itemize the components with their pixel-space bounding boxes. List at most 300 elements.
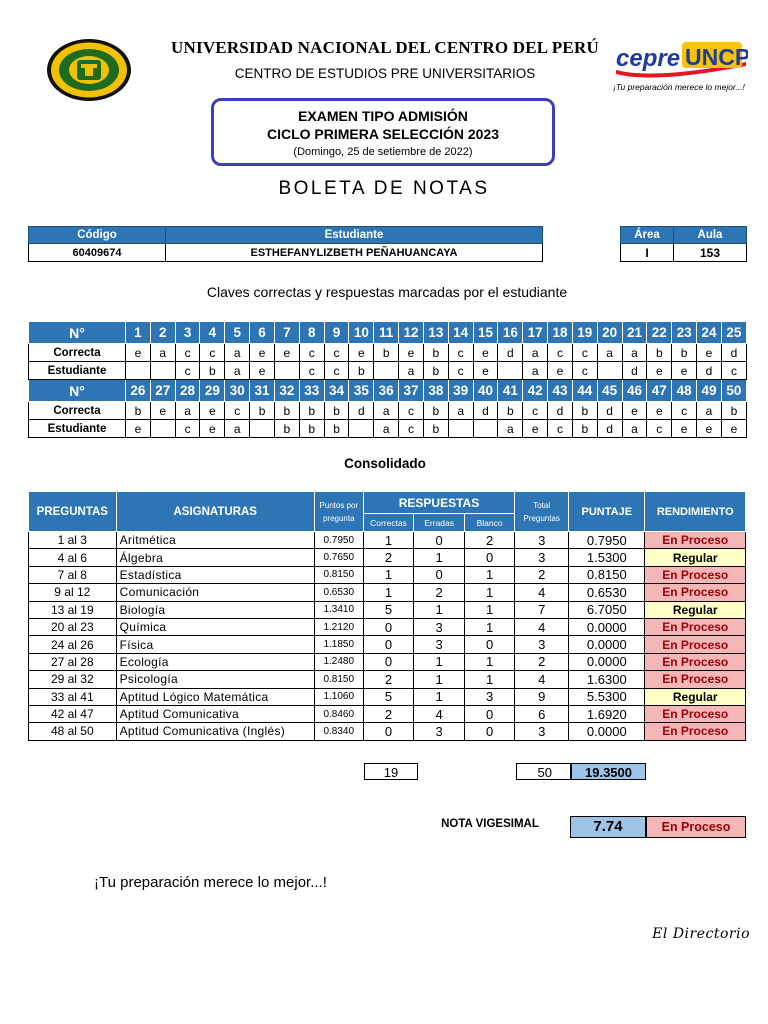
question-number: 23 xyxy=(672,322,697,344)
question-number: 32 xyxy=(274,380,299,402)
row-preguntas: 7 al 8 xyxy=(29,566,117,583)
row-puntos: 0.7950 xyxy=(314,532,363,549)
row-erradas: 1 xyxy=(414,653,465,670)
area-header: Área xyxy=(621,227,674,244)
answer-cell: b xyxy=(274,402,299,420)
answer-cell: b xyxy=(423,344,448,362)
question-number: 33 xyxy=(299,380,324,402)
row-correctas: 5 xyxy=(363,601,414,618)
svg-text:UNCP: UNCP xyxy=(685,44,748,70)
consolidated-row xyxy=(29,584,746,601)
row-puntos: 0.8460 xyxy=(314,705,363,722)
row-asignatura: Estadística xyxy=(116,566,314,583)
name-header: Estudiante xyxy=(166,227,543,244)
block2-correct-row-label: Correcta xyxy=(29,402,126,420)
block2-number-row xyxy=(29,380,747,402)
question-number: 6 xyxy=(250,322,275,344)
answer-cell: d xyxy=(721,344,746,362)
question-number: 1 xyxy=(126,322,151,344)
answer-cell: b xyxy=(498,402,523,420)
answer-cell: d xyxy=(498,344,523,362)
answer-cell: a xyxy=(150,344,175,362)
answer-cell xyxy=(349,420,374,438)
question-number: 3 xyxy=(175,322,200,344)
row-erradas: 3 xyxy=(414,723,465,740)
answer-cell: e xyxy=(250,344,275,362)
answer-cell: c xyxy=(299,362,324,380)
answer-cell: e xyxy=(200,420,225,438)
row-correctas: 0 xyxy=(363,636,414,653)
answer-cell: b xyxy=(324,402,349,420)
row-blanco: 1 xyxy=(464,671,514,688)
row-puntaje: 0.0000 xyxy=(569,636,645,653)
consolidated-row xyxy=(29,549,746,566)
row-asignatura: Física xyxy=(116,636,314,653)
answer-cell: e xyxy=(647,402,672,420)
consolidated-table xyxy=(28,491,746,741)
svg-text:cepre: cepre xyxy=(616,45,681,72)
row-asignatura: Biología xyxy=(116,601,314,618)
row-erradas: 4 xyxy=(414,705,465,722)
answer-cell: c xyxy=(200,344,225,362)
question-number: 7 xyxy=(274,322,299,344)
block1-correct-row xyxy=(29,344,747,362)
consolidated-row xyxy=(29,636,746,653)
student-table xyxy=(28,226,543,262)
question-number: 13 xyxy=(423,322,448,344)
consolidated-row xyxy=(29,653,746,670)
answer-cell: b xyxy=(250,402,275,420)
exam-date: (Domingo, 25 de setiembre de 2022) xyxy=(293,146,473,158)
answer-cell: e xyxy=(523,420,548,438)
aula-header: Aula xyxy=(674,227,747,244)
question-number: 18 xyxy=(548,322,573,344)
answers-title: Claves correctas y respuestas marcadas por el estudiante xyxy=(206,284,568,300)
question-number: 50 xyxy=(721,380,746,402)
question-number: 11 xyxy=(374,322,399,344)
row-erradas: 0 xyxy=(414,532,465,549)
answer-cell xyxy=(150,362,175,380)
col-erradas: Erradas xyxy=(414,514,465,532)
answer-cell xyxy=(250,420,275,438)
row-total: 2 xyxy=(515,653,569,670)
sum-total: 50 xyxy=(516,763,571,780)
question-number: 40 xyxy=(473,380,498,402)
question-number: 43 xyxy=(548,380,573,402)
row-puntos: 0.8340 xyxy=(314,723,363,740)
row-puntaje: 0.7950 xyxy=(569,532,645,549)
question-number: 48 xyxy=(672,380,697,402)
answer-cell: c xyxy=(225,402,250,420)
col-total: Total Preguntas xyxy=(515,492,569,532)
answer-cell: b xyxy=(572,402,597,420)
answer-cell: c xyxy=(299,344,324,362)
row-blanco: 0 xyxy=(464,705,514,722)
answer-cell: e xyxy=(150,402,175,420)
row-puntos: 0.8150 xyxy=(314,671,363,688)
answer-cell: a xyxy=(523,362,548,380)
row-puntos: 0.7650 xyxy=(314,549,363,566)
row-total: 3 xyxy=(515,636,569,653)
answer-cell: a xyxy=(225,420,250,438)
row-preguntas: 13 al 19 xyxy=(29,601,117,618)
answer-cell: c xyxy=(572,362,597,380)
question-number: 12 xyxy=(399,322,424,344)
row-puntaje: 0.8150 xyxy=(569,566,645,583)
answer-cell: b xyxy=(423,420,448,438)
student-aula: 153 xyxy=(674,244,747,262)
answer-cell: a xyxy=(175,402,200,420)
row-blanco: 1 xyxy=(464,653,514,670)
answer-cell: e xyxy=(548,362,573,380)
row-preguntas: 29 al 32 xyxy=(29,671,117,688)
row-correctas: 0 xyxy=(363,618,414,635)
row-erradas: 2 xyxy=(414,584,465,601)
row-total: 2 xyxy=(515,566,569,583)
row-rendimiento: En Proceso xyxy=(645,618,746,635)
center-name: CENTRO DE ESTUDIOS PRE UNIVERSITARIOS xyxy=(234,66,536,81)
row-blanco: 3 xyxy=(464,688,514,705)
row-correctas: 2 xyxy=(363,671,414,688)
row-puntaje: 1.6300 xyxy=(569,671,645,688)
answer-cell: e xyxy=(126,420,151,438)
row-blanco: 0 xyxy=(464,723,514,740)
answer-cell: a xyxy=(498,420,523,438)
row-puntos: 0.8150 xyxy=(314,566,363,583)
nota-label: NOTA VIGESIMAL xyxy=(441,818,539,830)
answer-cell: a xyxy=(697,402,722,420)
col-asignaturas: ASIGNATURAS xyxy=(116,492,314,532)
row-puntos: 0.6530 xyxy=(314,584,363,601)
answer-cell: e xyxy=(274,344,299,362)
answer-cell: a xyxy=(523,344,548,362)
answer-cell: c xyxy=(175,362,200,380)
consolidated-row xyxy=(29,601,746,618)
answer-cell: e xyxy=(200,402,225,420)
block2-number-row-label: N° xyxy=(29,380,126,402)
row-puntos: 1.2120 xyxy=(314,618,363,635)
question-number: 14 xyxy=(448,322,473,344)
row-total: 3 xyxy=(515,549,569,566)
answer-cell: a xyxy=(448,402,473,420)
row-puntos: 1.1060 xyxy=(314,688,363,705)
row-rendimiento: En Proceso xyxy=(645,671,746,688)
nota-value: 7.74 xyxy=(570,816,646,838)
sum-correctas: 19 xyxy=(364,763,418,780)
row-rendimiento: En Proceso xyxy=(645,636,746,653)
block1-number-row-label: N° xyxy=(29,322,126,344)
row-asignatura: Ecología xyxy=(116,653,314,670)
question-number: 24 xyxy=(697,322,722,344)
row-erradas: 3 xyxy=(414,618,465,635)
answer-cell: e xyxy=(697,420,722,438)
consolidated-row xyxy=(29,688,746,705)
question-number: 29 xyxy=(200,380,225,402)
question-number: 20 xyxy=(597,322,622,344)
consolidated-row xyxy=(29,566,746,583)
exam-type: EXAMEN TIPO ADMISIÓN xyxy=(298,108,468,124)
area-table xyxy=(620,226,747,262)
col-respuestas: RESPUESTAS xyxy=(363,492,515,514)
block2-correct-row xyxy=(29,402,747,420)
row-correctas: 1 xyxy=(363,584,414,601)
block1-student-row-label: Estudiante xyxy=(29,362,126,380)
row-puntaje: 6.7050 xyxy=(569,601,645,618)
row-erradas: 0 xyxy=(414,566,465,583)
question-number: 8 xyxy=(299,322,324,344)
question-number: 35 xyxy=(349,380,374,402)
question-number: 37 xyxy=(399,380,424,402)
row-preguntas: 48 al 50 xyxy=(29,723,117,740)
row-asignatura: Aritmética xyxy=(116,532,314,549)
answer-cell xyxy=(274,362,299,380)
question-number: 47 xyxy=(647,380,672,402)
question-number: 34 xyxy=(324,380,349,402)
row-puntos: 1.1850 xyxy=(314,636,363,653)
row-puntos: 1.2480 xyxy=(314,653,363,670)
answers-grid xyxy=(28,321,747,438)
student-name: ESTHEFANYLIZBETH PEÑAHUANCAYA xyxy=(166,244,543,262)
row-blanco: 1 xyxy=(464,584,514,601)
row-puntaje: 0.0000 xyxy=(569,653,645,670)
row-blanco: 1 xyxy=(464,566,514,583)
question-number: 42 xyxy=(523,380,548,402)
question-number: 5 xyxy=(225,322,250,344)
row-preguntas: 20 al 23 xyxy=(29,618,117,635)
row-blanco: 1 xyxy=(464,601,514,618)
exam-cycle: CICLO PRIMERA SELECCIÓN 2023 xyxy=(266,126,500,142)
block1-student-row xyxy=(29,362,747,380)
col-puntaje: PUNTAJE xyxy=(569,492,645,532)
answer-cell: b xyxy=(324,420,349,438)
answer-cell: d xyxy=(597,402,622,420)
row-correctas: 0 xyxy=(363,723,414,740)
row-total: 9 xyxy=(515,688,569,705)
question-number: 25 xyxy=(721,322,746,344)
question-number: 46 xyxy=(622,380,647,402)
answer-cell: d xyxy=(473,402,498,420)
logo-tagline: ¡Tu preparación merece lo mejor...! xyxy=(613,82,745,92)
answer-cell: e xyxy=(126,344,151,362)
answer-cell: a xyxy=(374,402,399,420)
consolidated-row xyxy=(29,618,746,635)
answer-cell: c xyxy=(448,344,473,362)
student-code: 60409674 xyxy=(29,244,166,262)
row-preguntas: 1 al 3 xyxy=(29,532,117,549)
row-asignatura: Aptitud Lógico Matemática xyxy=(116,688,314,705)
col-puntos: Puntos por pregunta xyxy=(314,492,363,532)
answer-cell xyxy=(597,362,622,380)
row-rendimiento: Regular xyxy=(645,549,746,566)
row-erradas: 3 xyxy=(414,636,465,653)
row-puntos: 1.3410 xyxy=(314,601,363,618)
answer-cell: e xyxy=(399,344,424,362)
row-correctas: 2 xyxy=(363,705,414,722)
question-number: 49 xyxy=(697,380,722,402)
question-number: 41 xyxy=(498,380,523,402)
answer-cell: e xyxy=(697,344,722,362)
row-asignatura: Química xyxy=(116,618,314,635)
question-number: 44 xyxy=(572,380,597,402)
signature: El Directorio xyxy=(652,926,750,942)
sum-puntaje: 19.3500 xyxy=(571,763,646,780)
block1-number-row xyxy=(29,322,747,344)
answer-cell: c xyxy=(175,420,200,438)
answer-cell xyxy=(473,420,498,438)
answer-cell xyxy=(498,362,523,380)
answer-cell: c xyxy=(721,362,746,380)
row-asignatura: Psicología xyxy=(116,671,314,688)
answer-cell: a xyxy=(374,420,399,438)
question-number: 36 xyxy=(374,380,399,402)
university-name: UNIVERSIDAD NACIONAL DEL CENTRO DEL PERÚ xyxy=(171,38,599,57)
block2-student-row xyxy=(29,420,747,438)
row-puntaje: 0.0000 xyxy=(569,618,645,635)
row-asignatura: Aptitud Comunicativa (Inglés) xyxy=(116,723,314,740)
question-number: 4 xyxy=(200,322,225,344)
row-rendimiento: En Proceso xyxy=(645,653,746,670)
question-number: 15 xyxy=(473,322,498,344)
answer-cell: c xyxy=(324,344,349,362)
answer-cell: b xyxy=(299,420,324,438)
question-number: 45 xyxy=(597,380,622,402)
answer-cell: b xyxy=(672,344,697,362)
answer-cell: c xyxy=(548,344,573,362)
question-number: 19 xyxy=(572,322,597,344)
row-erradas: 1 xyxy=(414,671,465,688)
question-number: 31 xyxy=(250,380,275,402)
row-erradas: 1 xyxy=(414,601,465,618)
question-number: 28 xyxy=(175,380,200,402)
row-puntaje: 1.6920 xyxy=(569,705,645,722)
answer-cell: b xyxy=(274,420,299,438)
answer-cell: a xyxy=(622,420,647,438)
answer-cell: e xyxy=(672,420,697,438)
row-total: 4 xyxy=(515,618,569,635)
answer-cell: e xyxy=(647,362,672,380)
answer-cell: c xyxy=(672,402,697,420)
question-number: 26 xyxy=(126,380,151,402)
answer-cell: b xyxy=(200,362,225,380)
question-number: 21 xyxy=(622,322,647,344)
row-asignatura: Álgebra xyxy=(116,549,314,566)
question-number: 10 xyxy=(349,322,374,344)
consolidated-title: Consolidado xyxy=(344,456,426,471)
row-asignatura: Aptitud Comunicativa xyxy=(116,705,314,722)
row-puntaje: 5.5300 xyxy=(569,688,645,705)
col-blanco: Blanco xyxy=(464,514,514,532)
row-rendimiento: En Proceso xyxy=(645,566,746,583)
nota-rendimiento: En Proceso xyxy=(646,816,746,838)
student-area: I xyxy=(621,244,674,262)
answer-cell: c xyxy=(523,402,548,420)
answer-cell: b xyxy=(721,402,746,420)
row-puntaje: 0.6530 xyxy=(569,584,645,601)
consolidated-row xyxy=(29,723,746,740)
row-total: 6 xyxy=(515,705,569,722)
row-correctas: 0 xyxy=(363,653,414,670)
col-correctas: Correctas xyxy=(363,514,414,532)
row-correctas: 2 xyxy=(363,549,414,566)
consolidated-row xyxy=(29,532,746,549)
row-rendimiento: Regular xyxy=(645,601,746,618)
row-puntaje: 1.5300 xyxy=(569,549,645,566)
answer-cell: c xyxy=(399,402,424,420)
row-erradas: 1 xyxy=(414,688,465,705)
answer-cell: a xyxy=(225,344,250,362)
answer-cell: d xyxy=(697,362,722,380)
row-asignatura: Comunicación xyxy=(116,584,314,601)
row-rendimiento: Regular xyxy=(645,688,746,705)
col-preguntas: PREGUNTAS xyxy=(29,492,117,532)
answer-cell xyxy=(448,420,473,438)
answer-cell: e xyxy=(622,402,647,420)
question-number: 38 xyxy=(423,380,448,402)
answer-cell: c xyxy=(175,344,200,362)
row-blanco: 1 xyxy=(464,618,514,635)
row-blanco: 0 xyxy=(464,549,514,566)
answer-cell: a xyxy=(225,362,250,380)
answer-cell: a xyxy=(399,362,424,380)
answer-cell: b xyxy=(126,402,151,420)
question-number: 27 xyxy=(150,380,175,402)
answer-cell: e xyxy=(473,344,498,362)
row-erradas: 1 xyxy=(414,549,465,566)
question-number: 16 xyxy=(498,322,523,344)
answer-cell: b xyxy=(349,362,374,380)
question-number: 2 xyxy=(150,322,175,344)
row-correctas: 1 xyxy=(363,566,414,583)
question-number: 17 xyxy=(523,322,548,344)
row-preguntas: 9 al 12 xyxy=(29,584,117,601)
answer-cell: a xyxy=(622,344,647,362)
code-header: Código xyxy=(29,227,166,244)
answer-cell: d xyxy=(597,420,622,438)
row-correctas: 1 xyxy=(363,532,414,549)
question-number: 30 xyxy=(225,380,250,402)
consolidated-row xyxy=(29,671,746,688)
answer-cell: b xyxy=(572,420,597,438)
answer-cell: d xyxy=(622,362,647,380)
answer-cell: c xyxy=(548,420,573,438)
answer-cell: d xyxy=(548,402,573,420)
answer-cell: c xyxy=(647,420,672,438)
row-puntaje: 0.0000 xyxy=(569,723,645,740)
answer-cell: e xyxy=(349,344,374,362)
answer-cell: e xyxy=(250,362,275,380)
answer-cell: b xyxy=(299,402,324,420)
row-total: 3 xyxy=(515,532,569,549)
block1-correct-row-label: Correcta xyxy=(29,344,126,362)
motto: ¡Tu preparación merece lo mejor...! xyxy=(94,874,327,891)
row-total: 4 xyxy=(515,584,569,601)
answer-cell: c xyxy=(448,362,473,380)
answer-cell: c xyxy=(572,344,597,362)
answer-cell xyxy=(374,362,399,380)
answer-cell: b xyxy=(374,344,399,362)
row-rendimiento: En Proceso xyxy=(645,584,746,601)
block2-student-row-label: Estudiante xyxy=(29,420,126,438)
row-rendimiento: En Proceso xyxy=(645,705,746,722)
answer-cell: e xyxy=(473,362,498,380)
row-blanco: 0 xyxy=(464,636,514,653)
question-number: 22 xyxy=(647,322,672,344)
row-preguntas: 33 al 41 xyxy=(29,688,117,705)
row-total: 4 xyxy=(515,671,569,688)
answer-cell xyxy=(126,362,151,380)
answer-cell: d xyxy=(349,402,374,420)
exam-info-box xyxy=(211,98,555,166)
